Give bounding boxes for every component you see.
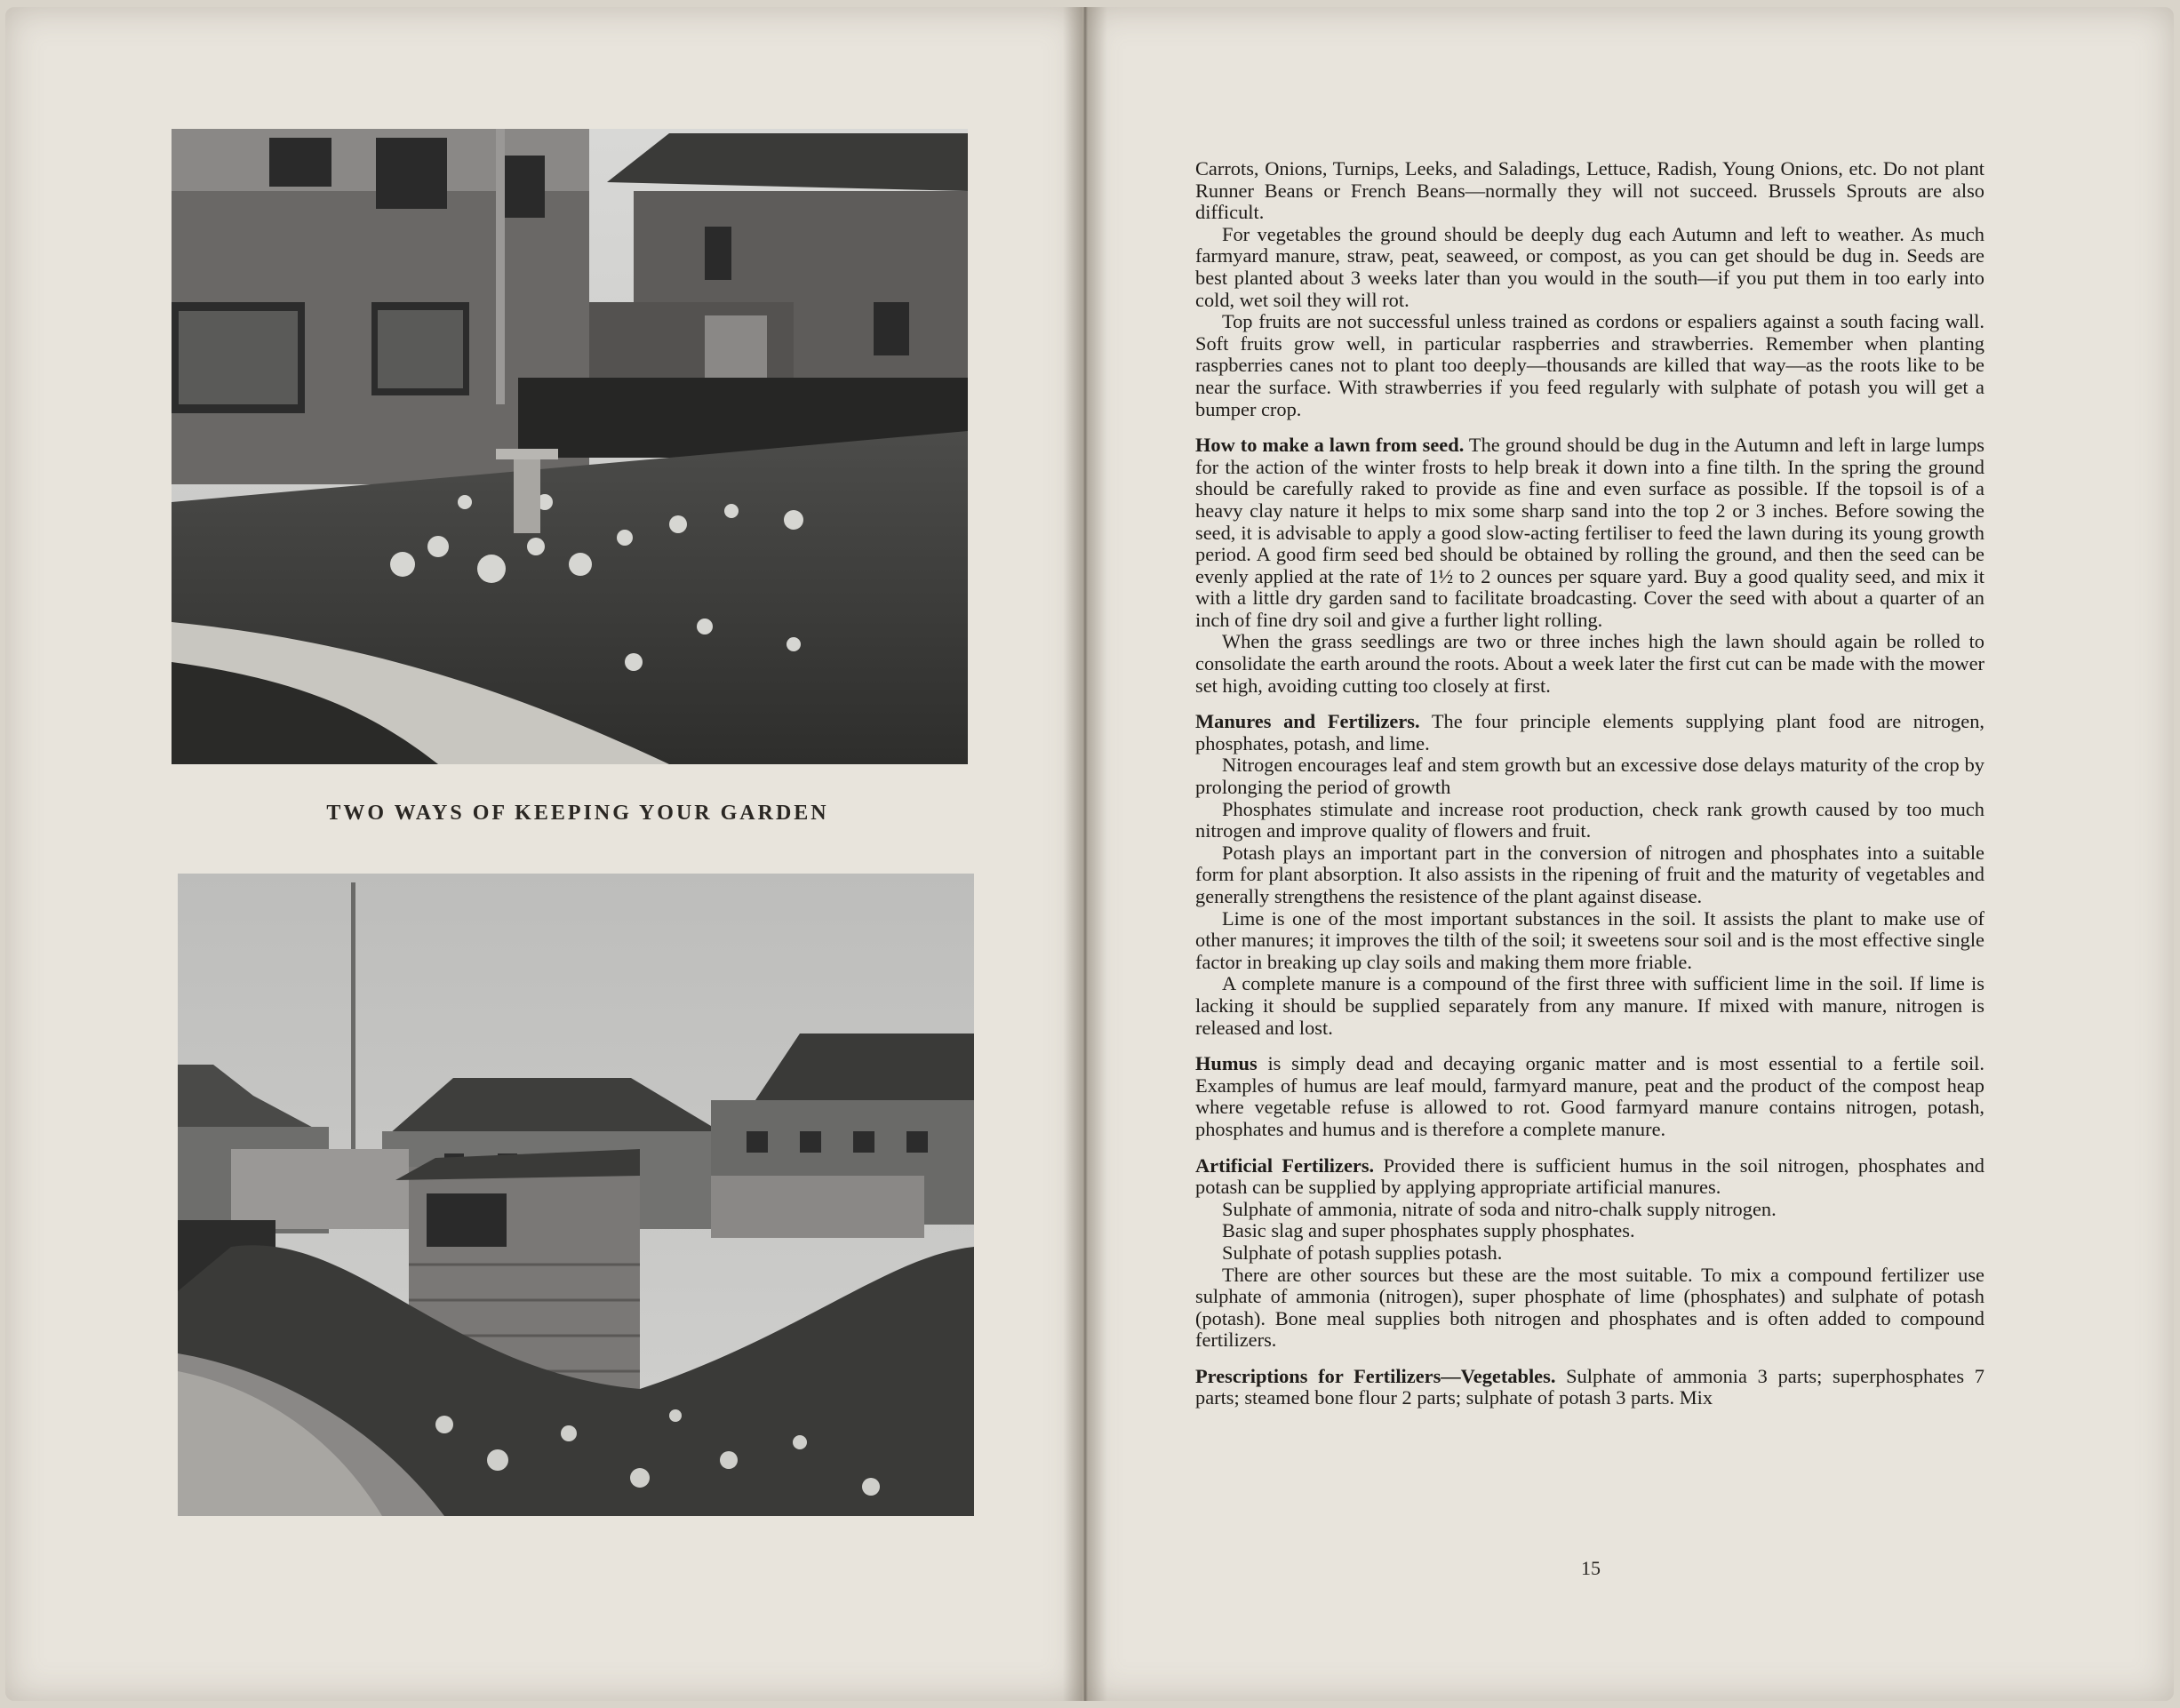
paragraph: Humus is simply dead and decaying organic matter and is most essential to a fertile soil. Examples of humus are leaf mould, farmyard manure, peat and the product of the compost heap where vegetable refuse is allowed to rot. Good farmyard manure contains nitrogen, potash, phosphates and humus and is therefore a complete manure. xyxy=(1195,1052,1984,1140)
paragraph: Manures and Fertilizers. The four principle elements supplying plant food are nitrogen, phosphates, potash, and lime. xyxy=(1195,710,1985,754)
book-gutter xyxy=(1063,7,1107,1701)
paragraph: There are other sources but these are the most suitable. To mix a compound fertilizer use sulphate of ammonia (nitrogen), super phosphate of lime (phosphates) and sulphate of potash (potash). Bone meal supplies both nitrogen and phosphates and is often added to compound fertilizers. xyxy=(1195,1263,1984,1352)
section-heading: Prescriptions for Fertilizers—Vegetables. xyxy=(1195,1364,1556,1387)
paragraph: Sulphate of potash supplies potash. xyxy=(1222,1241,1503,1264)
allotment-sheds-photo xyxy=(178,874,974,1516)
paragraph: Nitrogen encourages leaf and stem growth but an excessive dose delays maturity of the crop by prolonging the period of growth xyxy=(1195,754,1984,799)
section-heading: Manures and Fertilizers. xyxy=(1195,710,1420,733)
section-heading: How to make a lawn from seed. xyxy=(1195,434,1465,457)
paragraph: A complete manure is a compound of the first three with sufficient lime in the soil. If lime is lacking it should be supplied separately from any manure. If mixed with manure, nitrogen is released and lost. xyxy=(1195,972,1984,1039)
paragraph: Lime is one of the most important substances in the soil. It assists the plant to make use of other manures; it improves the tilth of the soil; it sweetens sour soil and is the most effective single factor in breaking up clay soils and making them more friable. xyxy=(1195,906,1984,973)
paragraph: Artificial Fertilizers. Provided there is sufficient humus in the soil nitrogen, phosphates and potash can be supplied by applying appropriate artificial manures. xyxy=(1195,1153,1984,1199)
article-text xyxy=(1195,158,1984,1409)
paragraph: Top fruits are not successful unless trained as cordons or espaliers against a south facing wall. Soft fruits grow well, in particular raspberries and strawberries. Remember when planting raspberries canes not to plant too deeply—thousands are killed that way—as the roots like to be near the surface. With strawberries if you feed regularly with sulphate of potash you will get a bumper crop. xyxy=(1195,310,1984,420)
photo-caption: TWO WAYS OF KEEPING YOUR GARDEN xyxy=(326,802,829,825)
paragraph: Basic slag and super phosphates supply phosphates. xyxy=(1222,1219,1635,1242)
paragraph: Phosphates stimulate and increase root production, check rank growth caused by too much nitrogen and improve quality of flowers and fruit. xyxy=(1195,797,1984,842)
section-heading: Humus xyxy=(1195,1052,1258,1075)
paragraph: Prescriptions for Fertilizers—Vegetables. Sulphate of ammonia 3 parts; superphosphates 7 parts; steamed bone flour 2 parts; sulphate of potash 3 parts. Mix xyxy=(1195,1364,1984,1409)
paragraph: Carrots, Onions, Turnips, Leeks, and Saladings, Lettuce, Radish, Young Onions, etc. Do not plant Runner Beans or French Beans—normally they will not succeed. Brussels Sprouts are also difficult. xyxy=(1195,157,1984,224)
section-heading: Artificial Fertilizers. xyxy=(1195,1153,1375,1177)
paragraph: Potash plays an important part in the conversion of nitrogen and phosphates into a suitable form for plant absorption. It also assists in the ripening of fruit and the maturity of vegetables and generally strengthens the resistence of the plant against disease. xyxy=(1195,841,1984,907)
paragraph: When the grass seedlings are two or three inches high the lawn should again be rolled to consolidate the earth around the roots. About a week later the first cut can be made with the mower set high, avoiding cutting too closely at first. xyxy=(1195,630,1984,697)
paragraph: How to make a lawn from seed. The ground should be dug in the Autumn and left in large lumps for the action of the winter frosts to help break it down into a fine tilth. In the spring the ground should be carefully raked to provide as fine and even surface as possible. If the topsoil is of a heavy clay nature it helps to mix some sharp sand into the top 2 or 3 inches. Before sowing the seed, it is advisable to apply a good slow-acting fertiliser to feed the lawn during its young growth period. A good firm seed bed should be obtained by rolling the ground, and then the seed can be evenly applied at the rate of 1½ to 2 ounces per square yard. Buy a good quality seed, and mix it with a little dry garden sand to facilitate broadcasting. Cover the seed with about a quarter of an inch of fine dry soil and give a further light rolling. xyxy=(1195,434,1985,631)
house-front-garden-photo xyxy=(172,129,968,764)
paragraph: Sulphate of ammonia, nitrate of soda and nitro-chalk supply nitrogen. xyxy=(1222,1197,1777,1220)
page-number: 15 xyxy=(1581,1557,1601,1579)
paragraph: For vegetables the ground should be deeply dug each Autumn and left to weather. As much farmyard manure, straw, peat, seaweed, or compost, as you can get should be dug in. Seeds are best planted about 3 weeks later than you would in the south—if you put them in too early into cold, wet soil they will rot. xyxy=(1195,222,1984,311)
